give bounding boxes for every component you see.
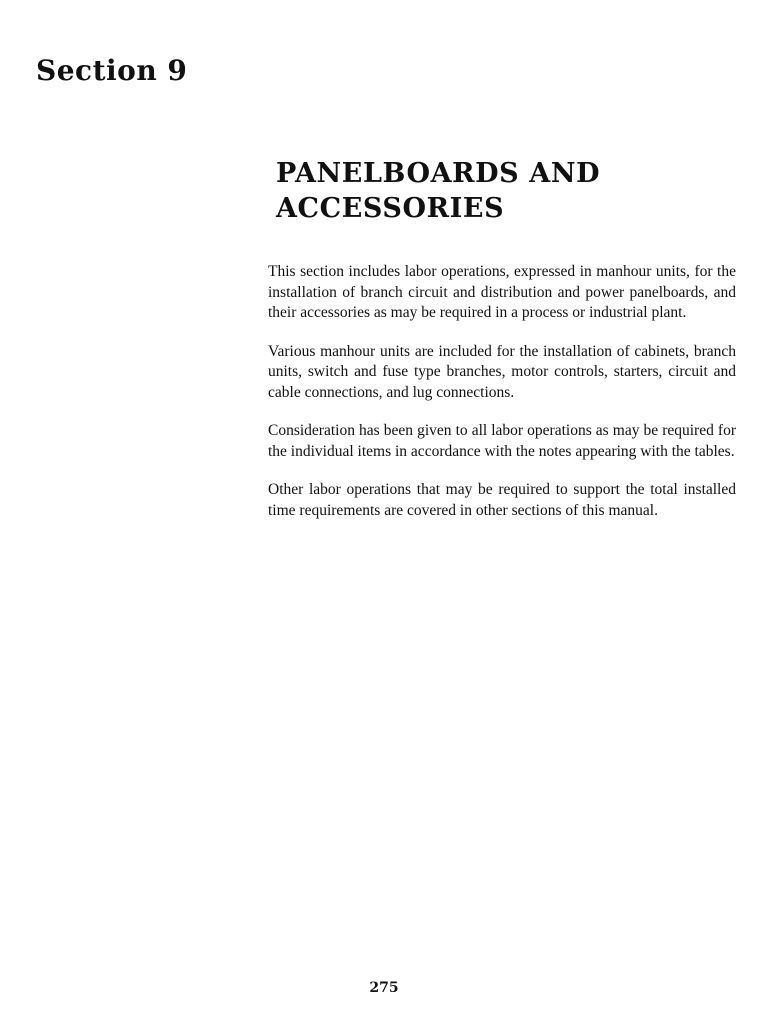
chapter-title-line-1: PANELBOARDS AND [276,158,601,189]
chapter-title [276,156,746,226]
page-number: 275 [369,980,399,996]
paragraph-1: This section includes labor operations, expressed in manhour units, for the installation of branch circuit and distribution and power panelboards, and their accessories as may be required in a process or industrial plant. [268,263,736,321]
paragraph-4: Other labor operations that may be required to support the total installed time requirements are covered in other sections of this manual. [268,481,736,519]
paragraph-3: Consideration has been given to all labor operations as may be required for the individual items in accordance with the notes appearing with the tables. [268,422,736,460]
section-label: Section 9 [36,54,188,87]
paragraph-2: Various manhour units are included for the installation of cabinets, branch units, switch and fuse type branches, motor controls, starters, circuit and cable connections, and lug connections. [268,342,736,401]
chapter-title-line-2: ACCESSORIES [276,193,505,224]
body-text [268,262,736,539]
